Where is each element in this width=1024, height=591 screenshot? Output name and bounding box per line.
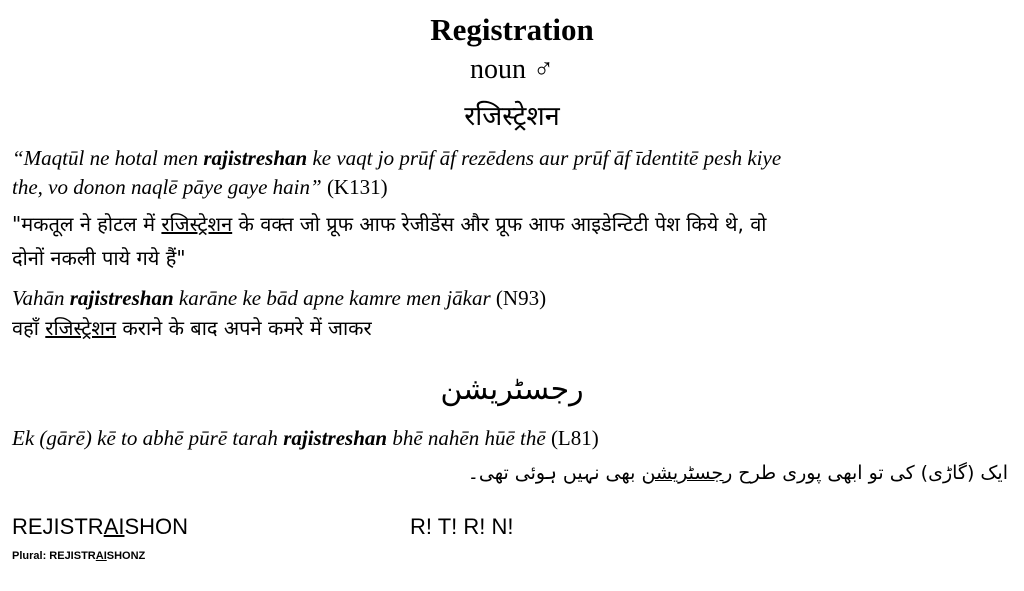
pronunciation-stress: AI xyxy=(103,514,125,539)
example2-translit-key: rajistreshan xyxy=(69,286,174,310)
hindi-headword: रजिस्ट्रेशन xyxy=(464,101,560,132)
plural-label: Plural: REJISTR xyxy=(12,550,96,562)
example3-translit-post: bhē nahēn hūē thē xyxy=(387,426,546,450)
example1-translit-line2-text: the, vo donon naqlē pāye gaye hain” xyxy=(12,175,322,199)
example3-urdu-post: بھی نہیں ہوئی تھی۔ xyxy=(467,462,642,484)
entry-title: Registration xyxy=(430,12,594,47)
example1-hindi-post: के वक्त जो प्रूफ आफ रेजीडेंस और प्रूफ आफ आइडेन्टिटी पेश किये थे, वो xyxy=(232,212,767,236)
pronunciation-pre: REJISTR xyxy=(12,514,104,539)
urdu-headword: رجسٹریشن xyxy=(440,372,584,407)
pronunciation xyxy=(12,514,188,540)
example2-hindi-post: कराने के बाद अपने कमरे में जाकर xyxy=(116,316,372,340)
example1-translit-line2 xyxy=(12,175,388,200)
example1-translit-pre: “Maqtūl ne hotal men xyxy=(12,146,204,170)
example3-urdu xyxy=(468,462,1008,484)
plural-post: SHONZ xyxy=(106,550,146,562)
example3-translit-pre: Ek (gārē) kē to abhē pūrē tarah xyxy=(12,426,284,450)
part-of-speech: noun ♂ xyxy=(470,54,554,85)
example3-translit xyxy=(12,426,599,451)
example1-hindi-pre: "मकतूल ने होटल में xyxy=(12,212,162,236)
example2-source: (N93) xyxy=(490,286,547,310)
example1-translit-post: ke vaqt jo prūf āf rezēdens aur prūf āf īdentitē pesh kiye xyxy=(307,146,782,170)
example3-urdu-pre: ایک (گاڑی) کی تو ابھی پوری طرح xyxy=(732,462,1008,484)
plural-form xyxy=(12,550,145,562)
example2-translit xyxy=(12,286,546,311)
plural-stress: AI xyxy=(95,550,107,562)
example2-hindi-key: रजिस्ट्रेशन xyxy=(45,316,117,340)
example3-urdu-key: رجسٹریشن xyxy=(641,462,733,484)
example1-translit-line1 xyxy=(12,146,781,171)
example2-hindi-pre: वहाँ xyxy=(12,316,46,340)
example1-hindi-line2: दोनों नकली पाये गये हैं" xyxy=(12,246,186,270)
example3-source: (L81) xyxy=(545,426,599,450)
example1-hindi-line1 xyxy=(12,210,767,237)
example1-translit-key: rajistreshan xyxy=(203,146,308,170)
pronunciation-post: SHON xyxy=(124,514,189,539)
example3-translit-key: rajistreshan xyxy=(283,426,388,450)
example1-source: (K131) xyxy=(321,175,388,199)
example2-hindi xyxy=(12,314,372,341)
pronunciation-code: R! T! R! N! xyxy=(410,514,514,539)
example1-hindi-key: रजिस्ट्रेशन xyxy=(161,212,233,236)
example2-translit-pre: Vahān xyxy=(12,286,70,310)
example2-translit-post: karāne ke bād apne kamre men jākar xyxy=(173,286,491,310)
